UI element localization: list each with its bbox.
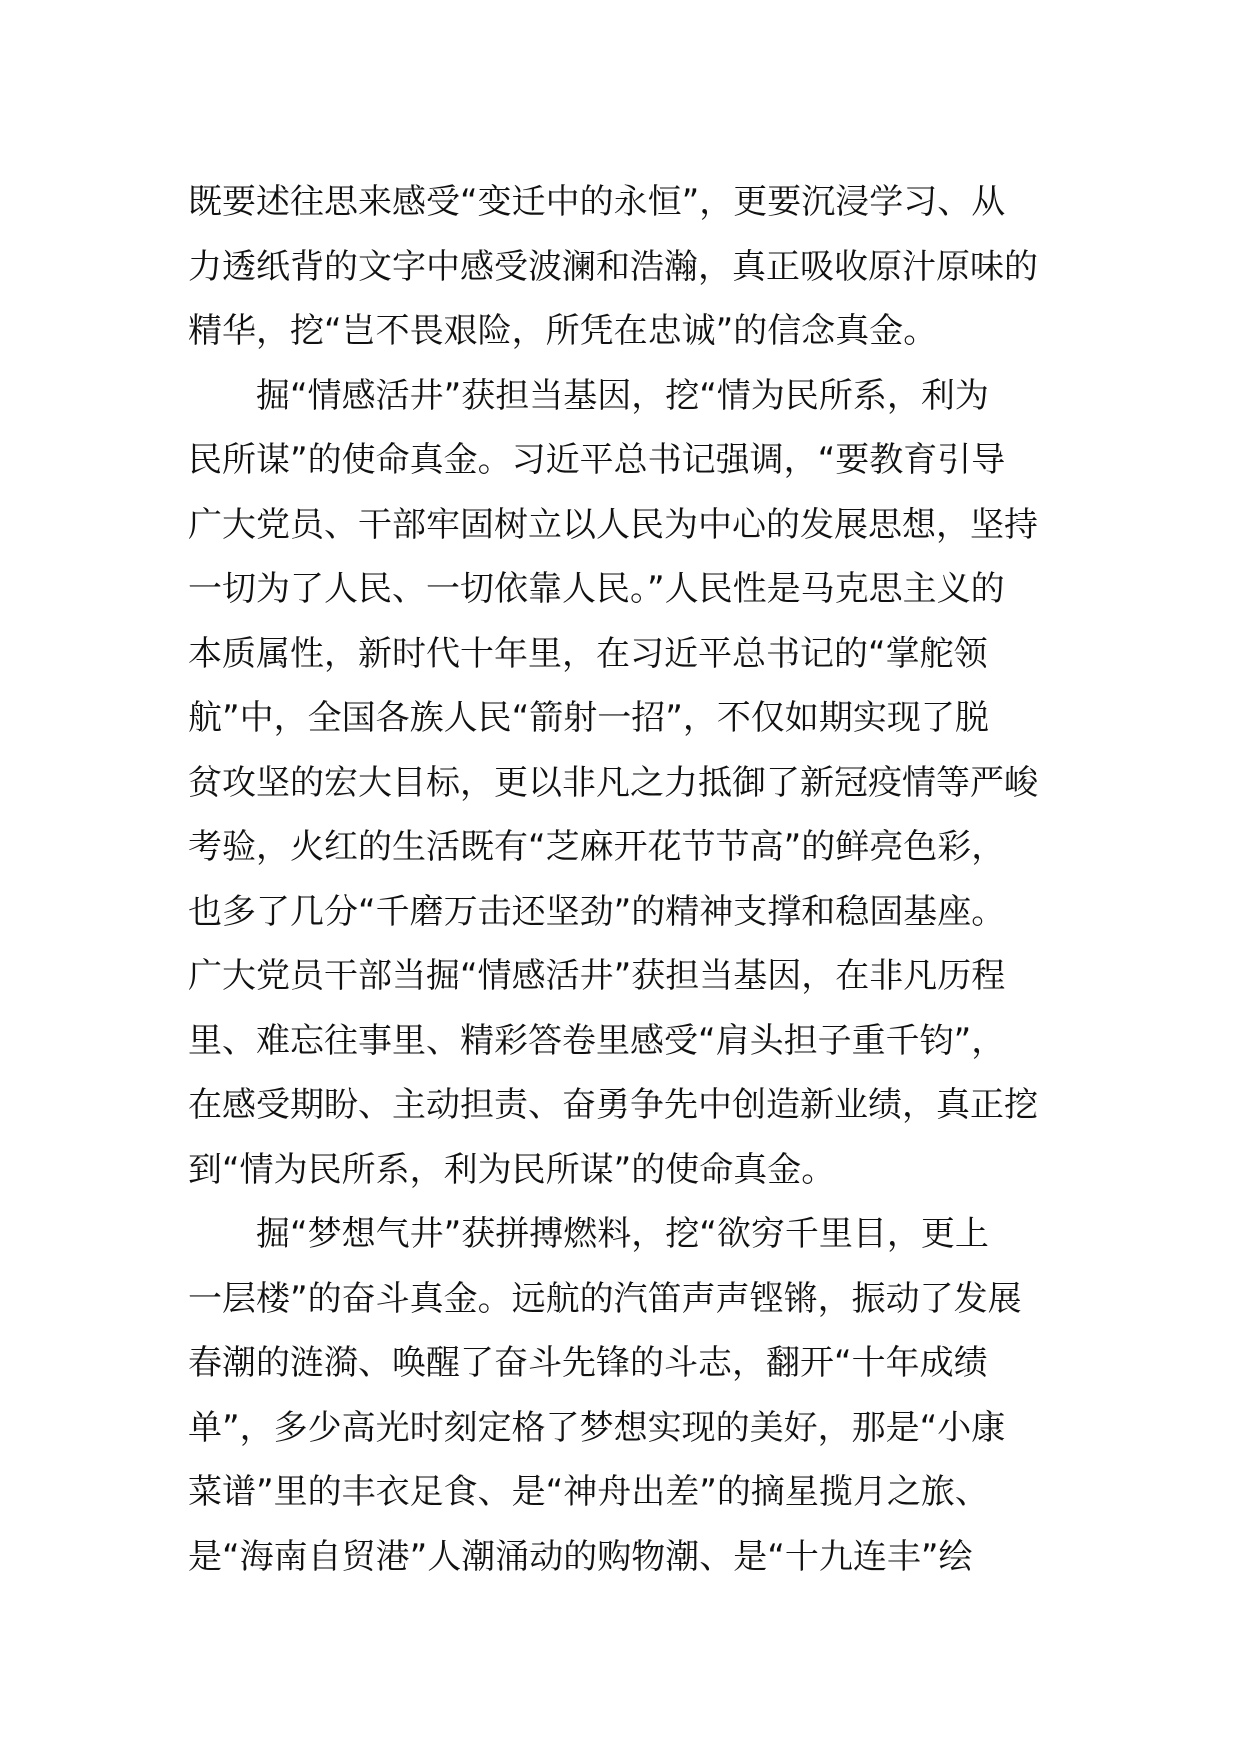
text-line: 到“情为民所系，利为民所谋”的使命真金。 [188,1149,836,1190]
text-line: 春潮的涟漪、唤醒了奋斗先锋的斗志，翻开“十年成绩 [188,1343,988,1383]
text-line: 既要述往思来感受“变迁中的永恒”，更要沉浸学习、从 [188,182,1006,222]
text-line: 航”中，全国各族人民“箭射一招”，不仅如期实现了脱 [188,698,989,738]
text-line: 里、难忘往事里、精彩答卷里感受“肩头担子重千钧”， [188,1020,1006,1061]
text-line: 本质属性，新时代十年里，在习近平总书记的“掌舵领 [188,633,988,674]
text-line: 贫攻坚的宏大目标，更以非凡之力抵御了新冠疫情等严峻 [188,762,1038,803]
text-line: 单”，多少高光时刻定格了梦想实现的美好，那是“小康 [188,1407,1006,1448]
paragraph-start-line: 掘“情感活井”获担当基因，挖“情为民所系，利为 [256,375,989,416]
text-line: 一层楼”的奋斗真金。远航的汽笛声声铿锵，振动了发展 [188,1278,1022,1319]
text-line: 考验，火红的生活既有“芝麻开花节节高”的鲜亮色彩， [188,827,1006,867]
text-line: 是“海南自贸港”人潮涌动的购物潮、是“十九连丰”绘 [188,1536,973,1577]
paragraph-start-line: 掘“梦想气井”获拼搏燃料，挖“欲穷千里目，更上 [256,1214,989,1254]
text-line: 精华，挖“岂不畏艰险，所凭在忠诚”的信念真金。 [188,311,938,351]
text-line: 民所谋”的使命真金。习近平总书记强调，“要教育引导 [188,440,1006,480]
text-line: 在感受期盼、主动担责、奋勇争先中创造新业绩，真正挖 [188,1085,1038,1125]
body-text [188,170,1058,1589]
text-line: 菜谱”里的丰衣足食、是“神舟出差”的摘星揽月之旅、 [188,1472,989,1512]
text-line: 力透纸背的文字中感受波澜和浩瀚，真正吸收原汁原味的 [188,246,1038,287]
text-line: 一切为了人民、一切依靠人民。”人民性是马克思主义的 [188,569,1005,609]
text-line: 也多了几分“千磨万击还坚劲”的精神支撑和稳固基座。 [188,891,1006,932]
text-line: 广大党员干部当掘“情感活井”获担当基因，在非凡历程 [188,956,1006,996]
text-line: 广大党员、干部牢固树立以人民为中心的发展思想，坚持 [188,504,1038,545]
